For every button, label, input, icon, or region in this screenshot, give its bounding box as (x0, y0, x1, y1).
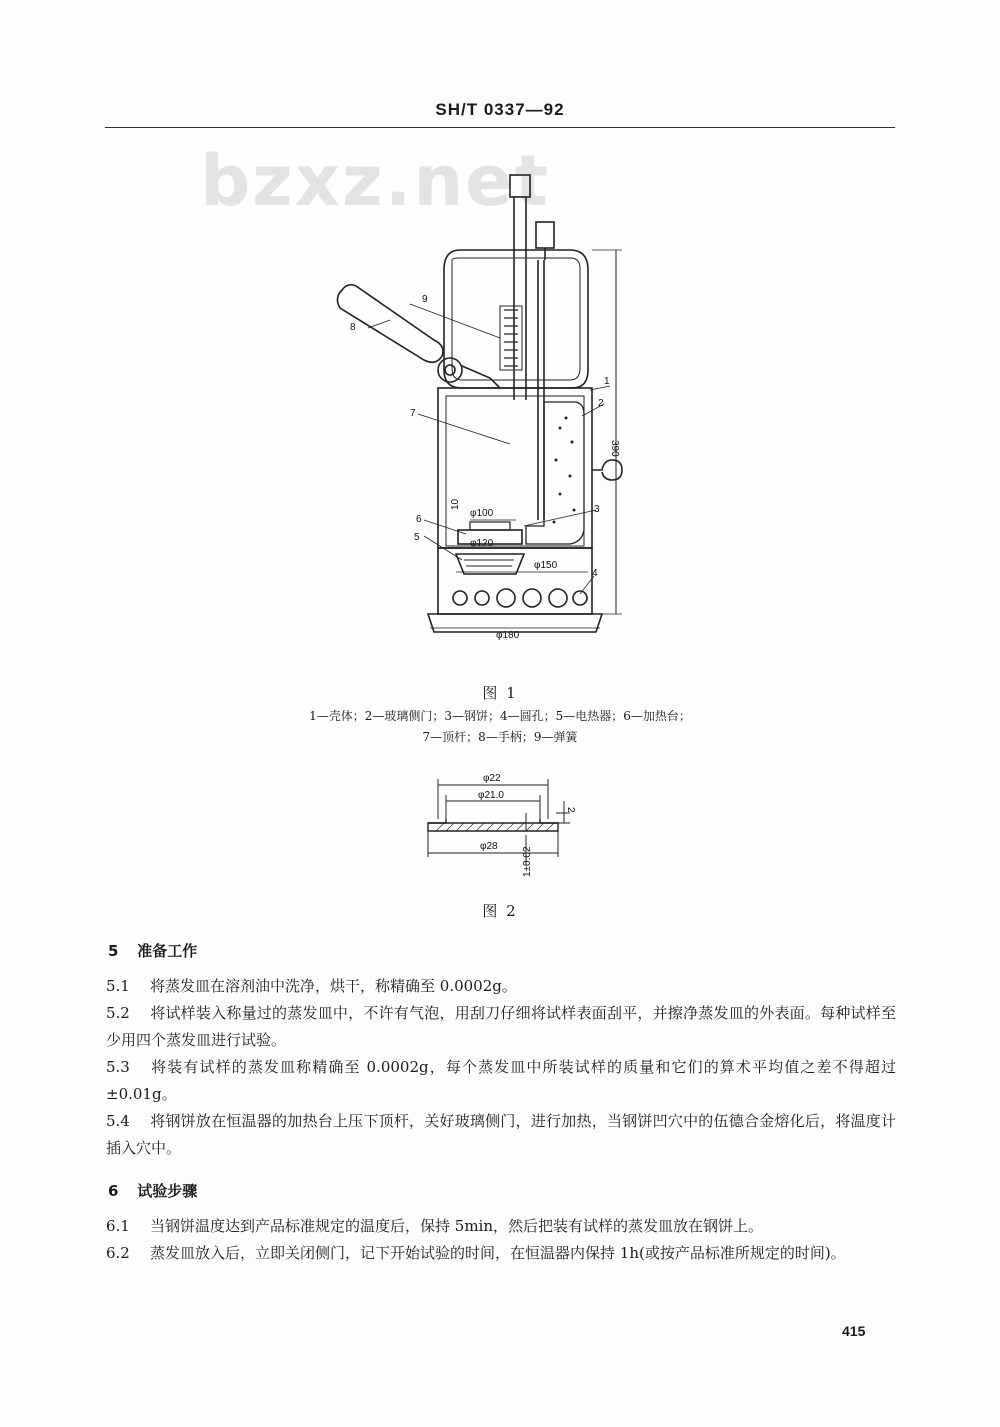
spring (504, 310, 518, 366)
paragraph-5-1 (106, 973, 896, 1000)
figure-2-caption: 图 2 (482, 902, 518, 920)
watermark: bzxz.net (200, 140, 551, 222)
dimension-height: 390 (609, 440, 620, 457)
dimension-d120: φ120 (470, 538, 494, 549)
clause-number: 5.2 (106, 1004, 130, 1022)
thermometer-cap (510, 175, 530, 197)
section-number: 6 (108, 1182, 119, 1200)
dimension-d150: φ150 (534, 560, 558, 571)
dimension-h10: 10 (450, 498, 461, 510)
callout-5: 5 (414, 532, 420, 543)
figure-1-legend-line: 7—顶杆；8—手柄；9—弹簧 (422, 730, 578, 744)
steel-disc (470, 522, 510, 530)
clause-text: 蒸发皿放入后，立即关闭侧门，记下开始试验的时间，在恒温器内保持 1h(或按产品标准所规定的时间)。 (150, 1244, 846, 1262)
dimension-d180: φ180 (496, 630, 520, 641)
section-5-heading (108, 940, 197, 961)
clause-text: 将装有试样的蒸发皿称精确至 0.0002g，每个蒸发皿中所装试样的质量和它们的算术平均值之差不得超过±0.01g。 (106, 1058, 896, 1103)
callout-7: 7 (410, 408, 416, 419)
clause-number: 6.1 (106, 1217, 130, 1235)
figure-1-drawing (320, 170, 660, 650)
dimension-d22: φ22 (483, 773, 501, 784)
paragraph-5-2 (106, 1000, 896, 1054)
clause-text: 将钢饼放在恒温器的加热台上压下顶杆，关好玻璃侧门，进行加热，当钢饼凹穴中的伍德合金熔化后，将温度计插入穴中。 (106, 1112, 896, 1157)
electric-heater (456, 554, 524, 574)
callout-6: 6 (416, 514, 422, 525)
callout-9: 9 (422, 294, 428, 305)
paragraph-6-1 (106, 1213, 896, 1240)
dimension-h2: 2 (565, 807, 576, 813)
dimension-t1: 1±0.02 (522, 846, 533, 877)
top-knob (536, 222, 554, 248)
paragraph-6-2 (106, 1240, 896, 1267)
section-title: 准备工作 (137, 942, 198, 960)
section-number: 5 (108, 942, 119, 960)
callout-1: 1 (604, 376, 610, 387)
section-6-heading (108, 1180, 197, 1201)
base-holes (453, 589, 587, 607)
clause-number: 5.1 (106, 977, 130, 995)
figure-1-legend (0, 706, 1000, 748)
callout-3: 3 (594, 504, 600, 515)
section-title: 试验步骤 (137, 1182, 198, 1200)
clause-text: 当钢饼温度达到产品标准规定的温度后，保持 5min，然后把装有试样的蒸发皿放在钢饼上。 (150, 1217, 763, 1235)
clause-number: 5.3 (106, 1058, 130, 1076)
callout-8: 8 (350, 322, 356, 333)
dimension-d21: φ21.0 (478, 790, 504, 801)
paragraph-5-4 (106, 1108, 896, 1162)
figure-1-caption: 图 1 (482, 684, 518, 702)
clause-number: 6.2 (106, 1244, 130, 1262)
clause-number: 5.4 (106, 1112, 130, 1130)
figure-2-drawing (418, 765, 588, 885)
dimension-d100: φ100 (470, 508, 494, 519)
document-code: SH/T 0337—92 (435, 100, 565, 119)
header-rule (105, 127, 895, 128)
lower-housing (438, 388, 592, 548)
callout-4: 4 (592, 568, 598, 579)
figure-1-legend-line: 1—壳体；2—玻璃侧门；3—钢饼；4—圆孔；5—电热器；6—加热台； (309, 709, 691, 723)
dimension-d28: φ28 (480, 841, 498, 852)
clause-text: 将试样装入称量过的蒸发皿中，不许有气泡，用刮刀仔细将试样表面刮平，并擦净蒸发皿的外表面。每种试样至少用四个蒸发皿进行试验。 (106, 1004, 896, 1049)
paragraph-5-3 (106, 1054, 896, 1108)
callout-2: 2 (598, 398, 604, 409)
clause-text: 将蒸发皿在溶剂油中洗净，烘干，称精确至 0.0002g。 (150, 977, 517, 995)
page-number: 415 (842, 1323, 866, 1339)
